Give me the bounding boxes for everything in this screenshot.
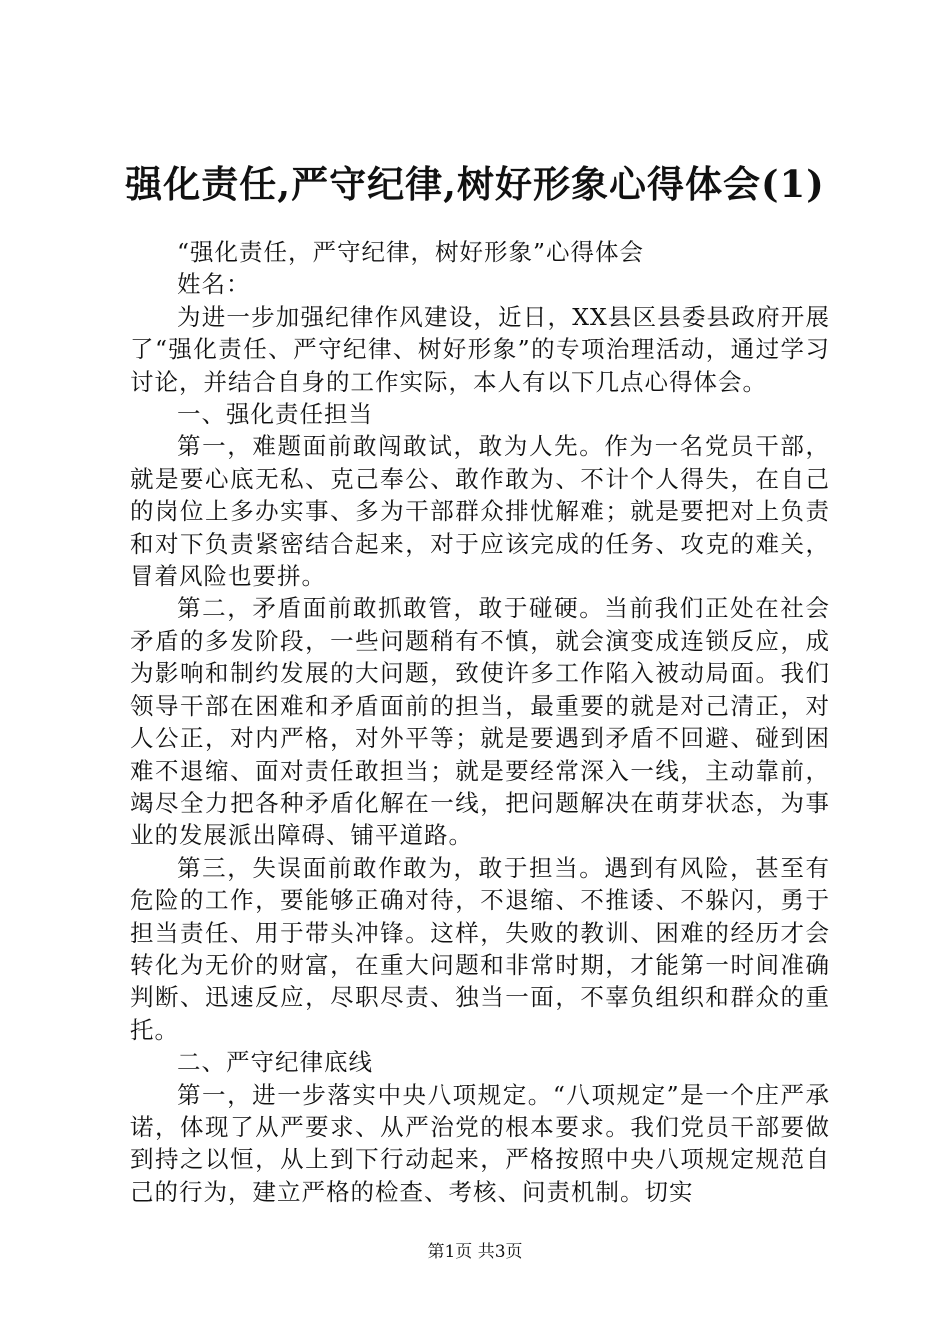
paragraph-intro: 为进一步加强纪律作风建设，近日，XX县区县委县政府开展了“强化责任、严守纪律、树好形象”的专项治理活动，通过学习讨论，并结合自身的工作实际，本人有以下几点心得体会。 — [130, 302, 830, 396]
name-line: 姓名： — [177, 270, 251, 299]
subtitle-line: “强化责任，严守纪律，树好形象”心得体会 — [177, 238, 645, 266]
paragraph-1-3: 第三，失误面前敢作敢为，敢于担当。遇到有风险，甚至有危险的工作，要能够正确对待，不退缩、不推诿、不躲闪，勇于担当责任、用于带头冲锋。这样，失败的教训、困难的经历才会转化为无价的财富，在重大问题和非常时期，才能第一时间准确判断、迅速反应，尽职尽责、独当一面，不辜负组织和群众的重托。 — [130, 853, 830, 1044]
page-footer: 第1页 共3页 — [427, 1242, 523, 1262]
section-heading-2: 二、严守纪律底线 — [177, 1048, 373, 1077]
document-body — [130, 236, 830, 1208]
paragraph-2-1: 第一，进一步落实中央八项规定。“八项规定”是一个庄严承诺，体现了从严要求、从严治党的根本要求。我们党员干部要做到持之以恒，从上到下行动起来，严格按照中央八项规定规范自己的行为，建立严格的检查、考核、问责机制。切实 — [130, 1080, 830, 1206]
document-title: 强化责任,严守纪律,树好形象心得体会(1) — [125, 162, 825, 206]
paragraph-1-2: 第二，矛盾面前敢抓敢管，敢于碰硬。当前我们正处在社会矛盾的多发阶段，一些问题稍有不慎，就会演变成连锁反应，成为影响和制约发展的大问题，致使许多工作陷入被动局面。我们领导干部在困难和矛盾面前的担当，最重要的就是对己清正，对人公正，对内严格，对外平等；就是要遇到矛盾不回避、碰到困难不退缩、面对责任敢担当；就是要经常深入一线，主动靠前，竭尽全力把各种矛盾化解在一线，把问题解决在萌芽状态，为事业的发展派出障碍、铺平道路。 — [130, 594, 830, 850]
section-heading-1: 一、强化责任担当 — [177, 400, 373, 429]
paragraph-1-1: 第一，难题面前敢闯敢试，敢为人先。作为一名党员干部，就是要心底无私、克己奉公、敢作敢为、不计个人得失，在自己的岗位上多办实事、多为干部群众排忧解难；就是要把对上负责和对下负责紧密结合起来，对于应该完成的任务、攻克的难关，冒着风险也要拼。 — [130, 432, 830, 591]
